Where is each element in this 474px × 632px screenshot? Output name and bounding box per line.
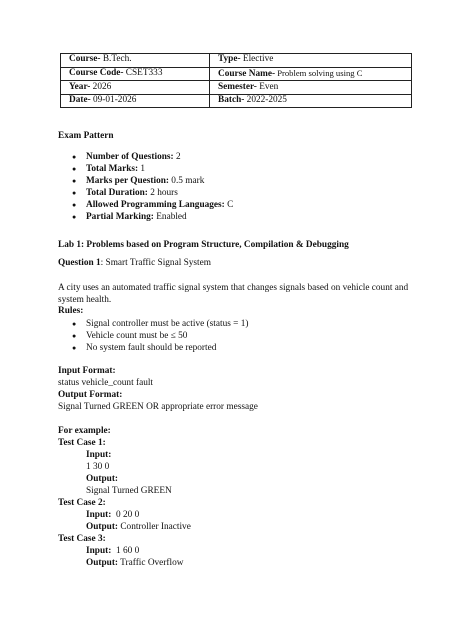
rules-heading: Rules: xyxy=(58,306,84,316)
question-description: A city uses an automated traffic signal system that changes signals based on vehicle count and system health. xyxy=(58,283,409,305)
table-cell xyxy=(61,67,210,81)
input-value: 1 60 0 xyxy=(111,546,140,556)
item-value: 1 xyxy=(138,164,146,174)
input-format-text: status vehicle_count fault xyxy=(58,378,154,388)
course-code-value: CSET333 xyxy=(123,68,163,78)
test-case-2-heading: Test Case 2: xyxy=(58,498,106,508)
list-item xyxy=(58,151,233,163)
question-heading xyxy=(58,258,418,270)
item-label: Total Marks: xyxy=(86,164,139,174)
example-heading: For example: xyxy=(58,426,111,436)
batch-value: 2022-2025 xyxy=(244,95,287,106)
year-value: 2026 xyxy=(90,81,112,92)
list-item xyxy=(58,163,233,175)
table-row xyxy=(61,54,412,68)
item-value: C xyxy=(224,200,234,210)
item-value: 0.5 mark xyxy=(168,176,205,186)
batch-label: Batch- xyxy=(218,95,245,106)
table-cell xyxy=(210,67,412,81)
item-label: Allowed Programming Languages: xyxy=(86,200,225,210)
input-label: Input: xyxy=(86,546,112,556)
item-label: Total Duration: xyxy=(86,188,148,198)
exam-pattern-heading: Exam Pattern xyxy=(58,131,114,141)
type-label: Type- xyxy=(218,54,241,65)
course-label: Course- xyxy=(69,54,101,65)
question-label: Question 1 xyxy=(58,258,101,268)
table-cell xyxy=(210,94,412,108)
test-case-2-output xyxy=(86,521,191,533)
test-case-1-output-value: Signal Turned GREEN xyxy=(86,486,172,496)
date-label: Date- xyxy=(69,95,91,106)
table-cell xyxy=(61,54,210,68)
item-value: 2 xyxy=(173,152,181,162)
lab-title: Lab 1: Problems based on Program Structure, Compilation & Debugging xyxy=(58,240,349,250)
input-label: Input: xyxy=(86,510,112,520)
list-item: ● Signal controller must be active (status = 1) xyxy=(58,318,248,330)
table-cell xyxy=(61,94,210,108)
list-item xyxy=(58,187,233,199)
table-row xyxy=(61,67,412,81)
list-item xyxy=(58,175,233,187)
course-name-label: Course Name- xyxy=(218,68,276,79)
test-case-1-output-label: Output: xyxy=(86,474,119,484)
table-row xyxy=(61,81,412,95)
table-cell xyxy=(210,81,412,95)
type-value: Elective xyxy=(240,54,274,65)
input-format-label: Input Format: xyxy=(58,366,116,376)
list-item xyxy=(58,199,233,211)
table-cell xyxy=(210,54,412,68)
test-case-1-input-value: 1 30 0 xyxy=(86,462,110,472)
item-value: 2 hours xyxy=(147,188,178,198)
course-value: B.Tech. xyxy=(100,54,132,65)
semester-value: Even xyxy=(256,81,279,92)
item-label: Partial Marking: xyxy=(86,212,154,222)
test-case-1-heading: Test Case 1: xyxy=(58,438,106,448)
year-label: Year- xyxy=(69,81,91,92)
test-case-1-input-label: Input: xyxy=(86,450,112,460)
list-item xyxy=(58,211,233,223)
exam-pattern-list xyxy=(58,151,233,223)
rules-list xyxy=(58,318,248,354)
table-row xyxy=(61,94,412,108)
list-item: ● No system fault should be reported xyxy=(58,342,248,354)
question-title: : Smart Traffic Signal System xyxy=(100,258,211,268)
semester-label: Semester- xyxy=(218,81,257,92)
course-info-table xyxy=(60,53,412,108)
table-cell xyxy=(61,81,210,95)
test-case-3-heading: Test Case 3: xyxy=(58,534,106,544)
input-value: 0 20 0 xyxy=(111,510,140,520)
output-value: Controller Inactive xyxy=(118,522,191,532)
output-value: Traffic Overflow xyxy=(118,558,184,568)
output-format-label: Output Format: xyxy=(58,390,123,400)
item-value: Enabled xyxy=(153,212,187,222)
test-case-3-output xyxy=(86,557,183,569)
output-format-text: Signal Turned GREEN OR appropriate error message xyxy=(58,402,258,412)
test-case-2-input xyxy=(86,509,139,521)
test-case-3-input xyxy=(86,545,139,557)
item-label: Number of Questions: xyxy=(86,152,174,162)
list-item: ● Vehicle count must be ≤ 50 xyxy=(58,330,248,342)
course-name-value: Problem solving using C xyxy=(275,67,363,78)
item-label: Marks per Question: xyxy=(86,176,169,186)
output-label: Output: xyxy=(86,558,119,568)
date-value: 09-01-2026 xyxy=(90,95,137,106)
output-label: Output: xyxy=(86,522,119,532)
course-code-label: Course Code- xyxy=(69,68,124,78)
